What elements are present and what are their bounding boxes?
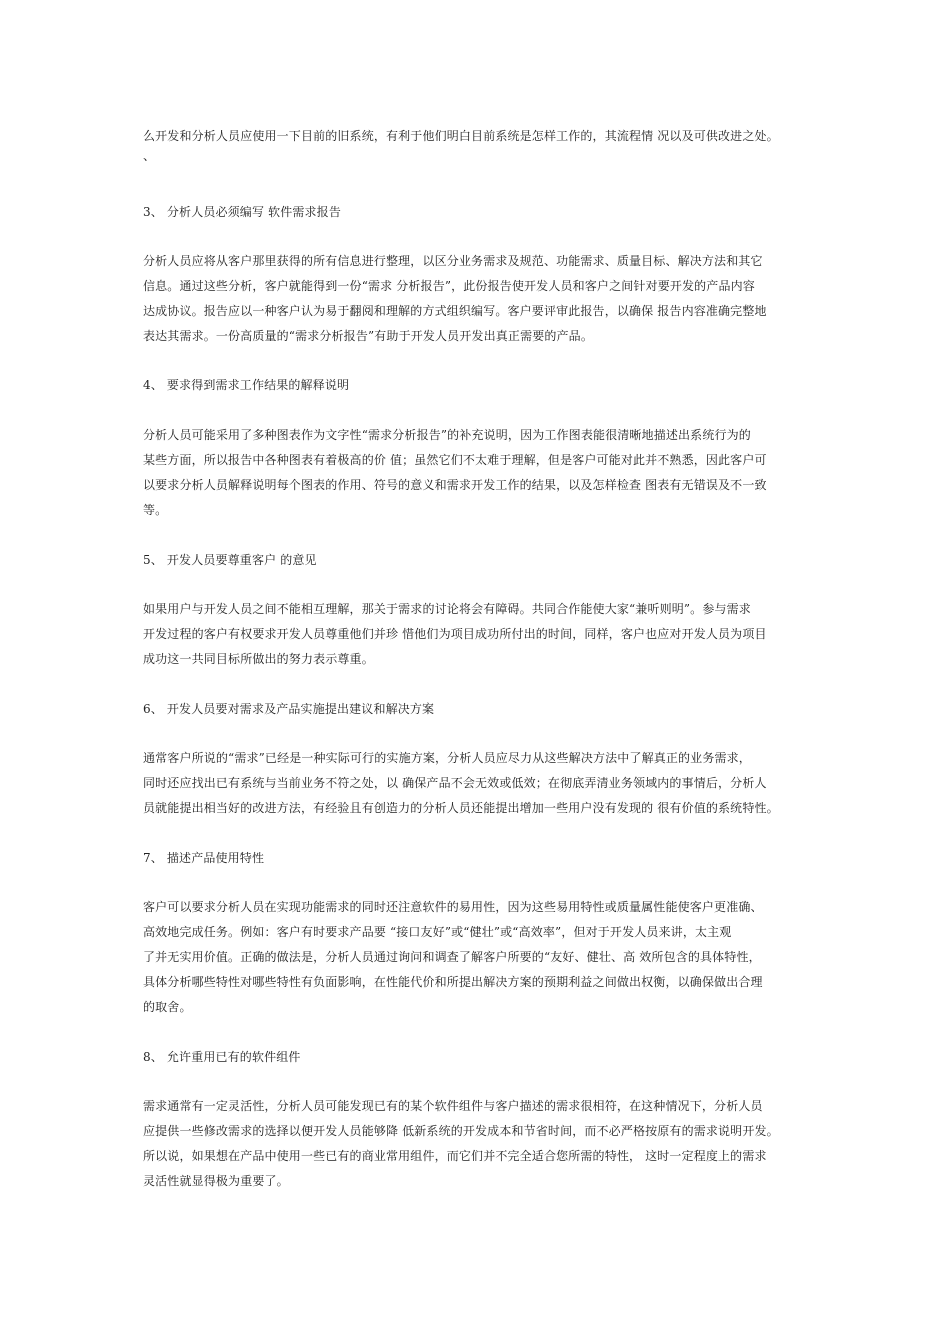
paragraph-line: 达成协议。报告应以一种客户认为易于翻阅和理解的方式组织编写。客户要评审此报告，以确保 报告内容准确完整地: [143, 304, 767, 318]
paragraph-line: 表达其需求。一份高质量的“需求分析报告”有助于开发人员开发出真正需要的产品。: [143, 329, 593, 343]
paragraph-line: 所以说，如果想在产品中使用一些已有的商业常用组件，而它们并不完全适合您所需的特性， 这时一定程度上的需求: [143, 1149, 767, 1163]
paragraph-line: 同时还应找出已有系统与当前业务不符之处，以 确保产品不会无效或低效；在彻底弄清业务领域内的事情后，分析人: [143, 776, 767, 790]
paragraph-line: 某些方面，所以报告中各种图表有着极高的价 值；虽然它们不太难于理解，但是客户可能对此并不熟悉，因此客户可: [143, 453, 767, 467]
paragraph-line: 如果用户与开发人员之间不能相互理解，那关于需求的讨论将会有障碍。共同合作能使大家“兼听则明”。参与需求: [143, 602, 751, 616]
paragraph-line: 客户可以要求分析人员在实现功能需求的同时还注意软件的易用性，因为这些易用特性或质量属性能使客户更准确、: [143, 900, 763, 914]
section-heading: 3、 分析人员必须编写 软件需求报告: [143, 205, 341, 219]
paragraph-line: 具体分析哪些特性对哪些特性有负面影响，在性能代价和所提出解决方案的预期利益之间做出权衡，以确保做出合理: [143, 975, 763, 989]
paragraph-line: 了并无实用价值。正确的做法是，分析人员通过询问和调查了解客户所要的“友好、健壮、高 效所包含的具体特性，: [143, 950, 761, 964]
section-heading: 7、 描述产品使用特性: [143, 851, 265, 865]
paragraph-line: 通常客户所说的“需求”已经是一种实际可行的实施方案，分析人员应尽力从这些解决方法中了解真正的业务需求，: [143, 751, 751, 765]
paragraph-line: 以要求分析人员解释说明每个图表的作用、符号的意义和需求开发工作的结果，以及怎样检查 图表有无错误及不一致: [143, 478, 767, 492]
paragraph-line: 分析人员应将从客户那里获得的所有信息进行整理，以区分业务需求及规范、功能需求、质量目标、解决方法和其它: [143, 254, 763, 268]
section-heading: 6、 开发人员要对需求及产品实施提出建议和解决方案: [143, 702, 435, 716]
paragraph-line: 的取舍。: [143, 1000, 192, 1014]
paragraph-line: 信息。通过这些分析，客户就能得到一份“需求 分析报告”，此份报告使开发人员和客户之间针对要开发的产品内容: [143, 279, 755, 293]
paragraph-line: 高效地完成任务。例如：客户有时要求产品要 “接口友好”或“健壮”或“高效率”，但对于开发人员来讲，太主观: [143, 925, 732, 939]
section-heading: 5、 开发人员要尊重客户 的意见: [143, 553, 317, 567]
section-heading: 4、 要求得到需求工作结果的解释说明: [143, 378, 350, 392]
intro-line: 么开发和分析人员应使用一下目前的旧系统，有利于他们明白目前系统是怎样工作的，其流程情 况以及可供改进之处。: [143, 129, 779, 143]
paragraph-line: 员就能提出相当好的改进方法，有经验且有创造力的分析人员还能提出增加一些用户没有发现的 很有价值的系统特性。: [143, 801, 779, 815]
paragraph-line: 等。: [143, 503, 168, 517]
paragraph-line: 灵活性就显得极为重要了。: [143, 1174, 289, 1188]
paragraph-line: 开发过程的客户有权要求开发人员尊重他们并珍 惜他们为项目成功所付出的时间，同样，客户也应对开发人员为项目: [143, 627, 767, 641]
paragraph-line: 需求通常有一定灵活性，分析人员可能发现已有的某个软件组件与客户描述的需求很相符，在这种情况下，分析人员: [143, 1099, 763, 1113]
section-heading: 8、 允许重用已有的软件组件: [143, 1050, 301, 1064]
stray-mark: 、: [143, 149, 156, 163]
paragraph-line: 成功这一共同目标所做出的努力表示尊重。: [143, 652, 374, 666]
paragraph-line: 分析人员可能采用了多种图表作为文字性“需求分析报告”的补充说明，因为工作图表能很清晰地描述出系统行为的: [143, 428, 751, 442]
paragraph-line: 应提供一些修改需求的选择以便开发人员能够降 低新系统的开发成本和节省时间，而不必严格按原有的需求说明开发。: [143, 1124, 779, 1138]
